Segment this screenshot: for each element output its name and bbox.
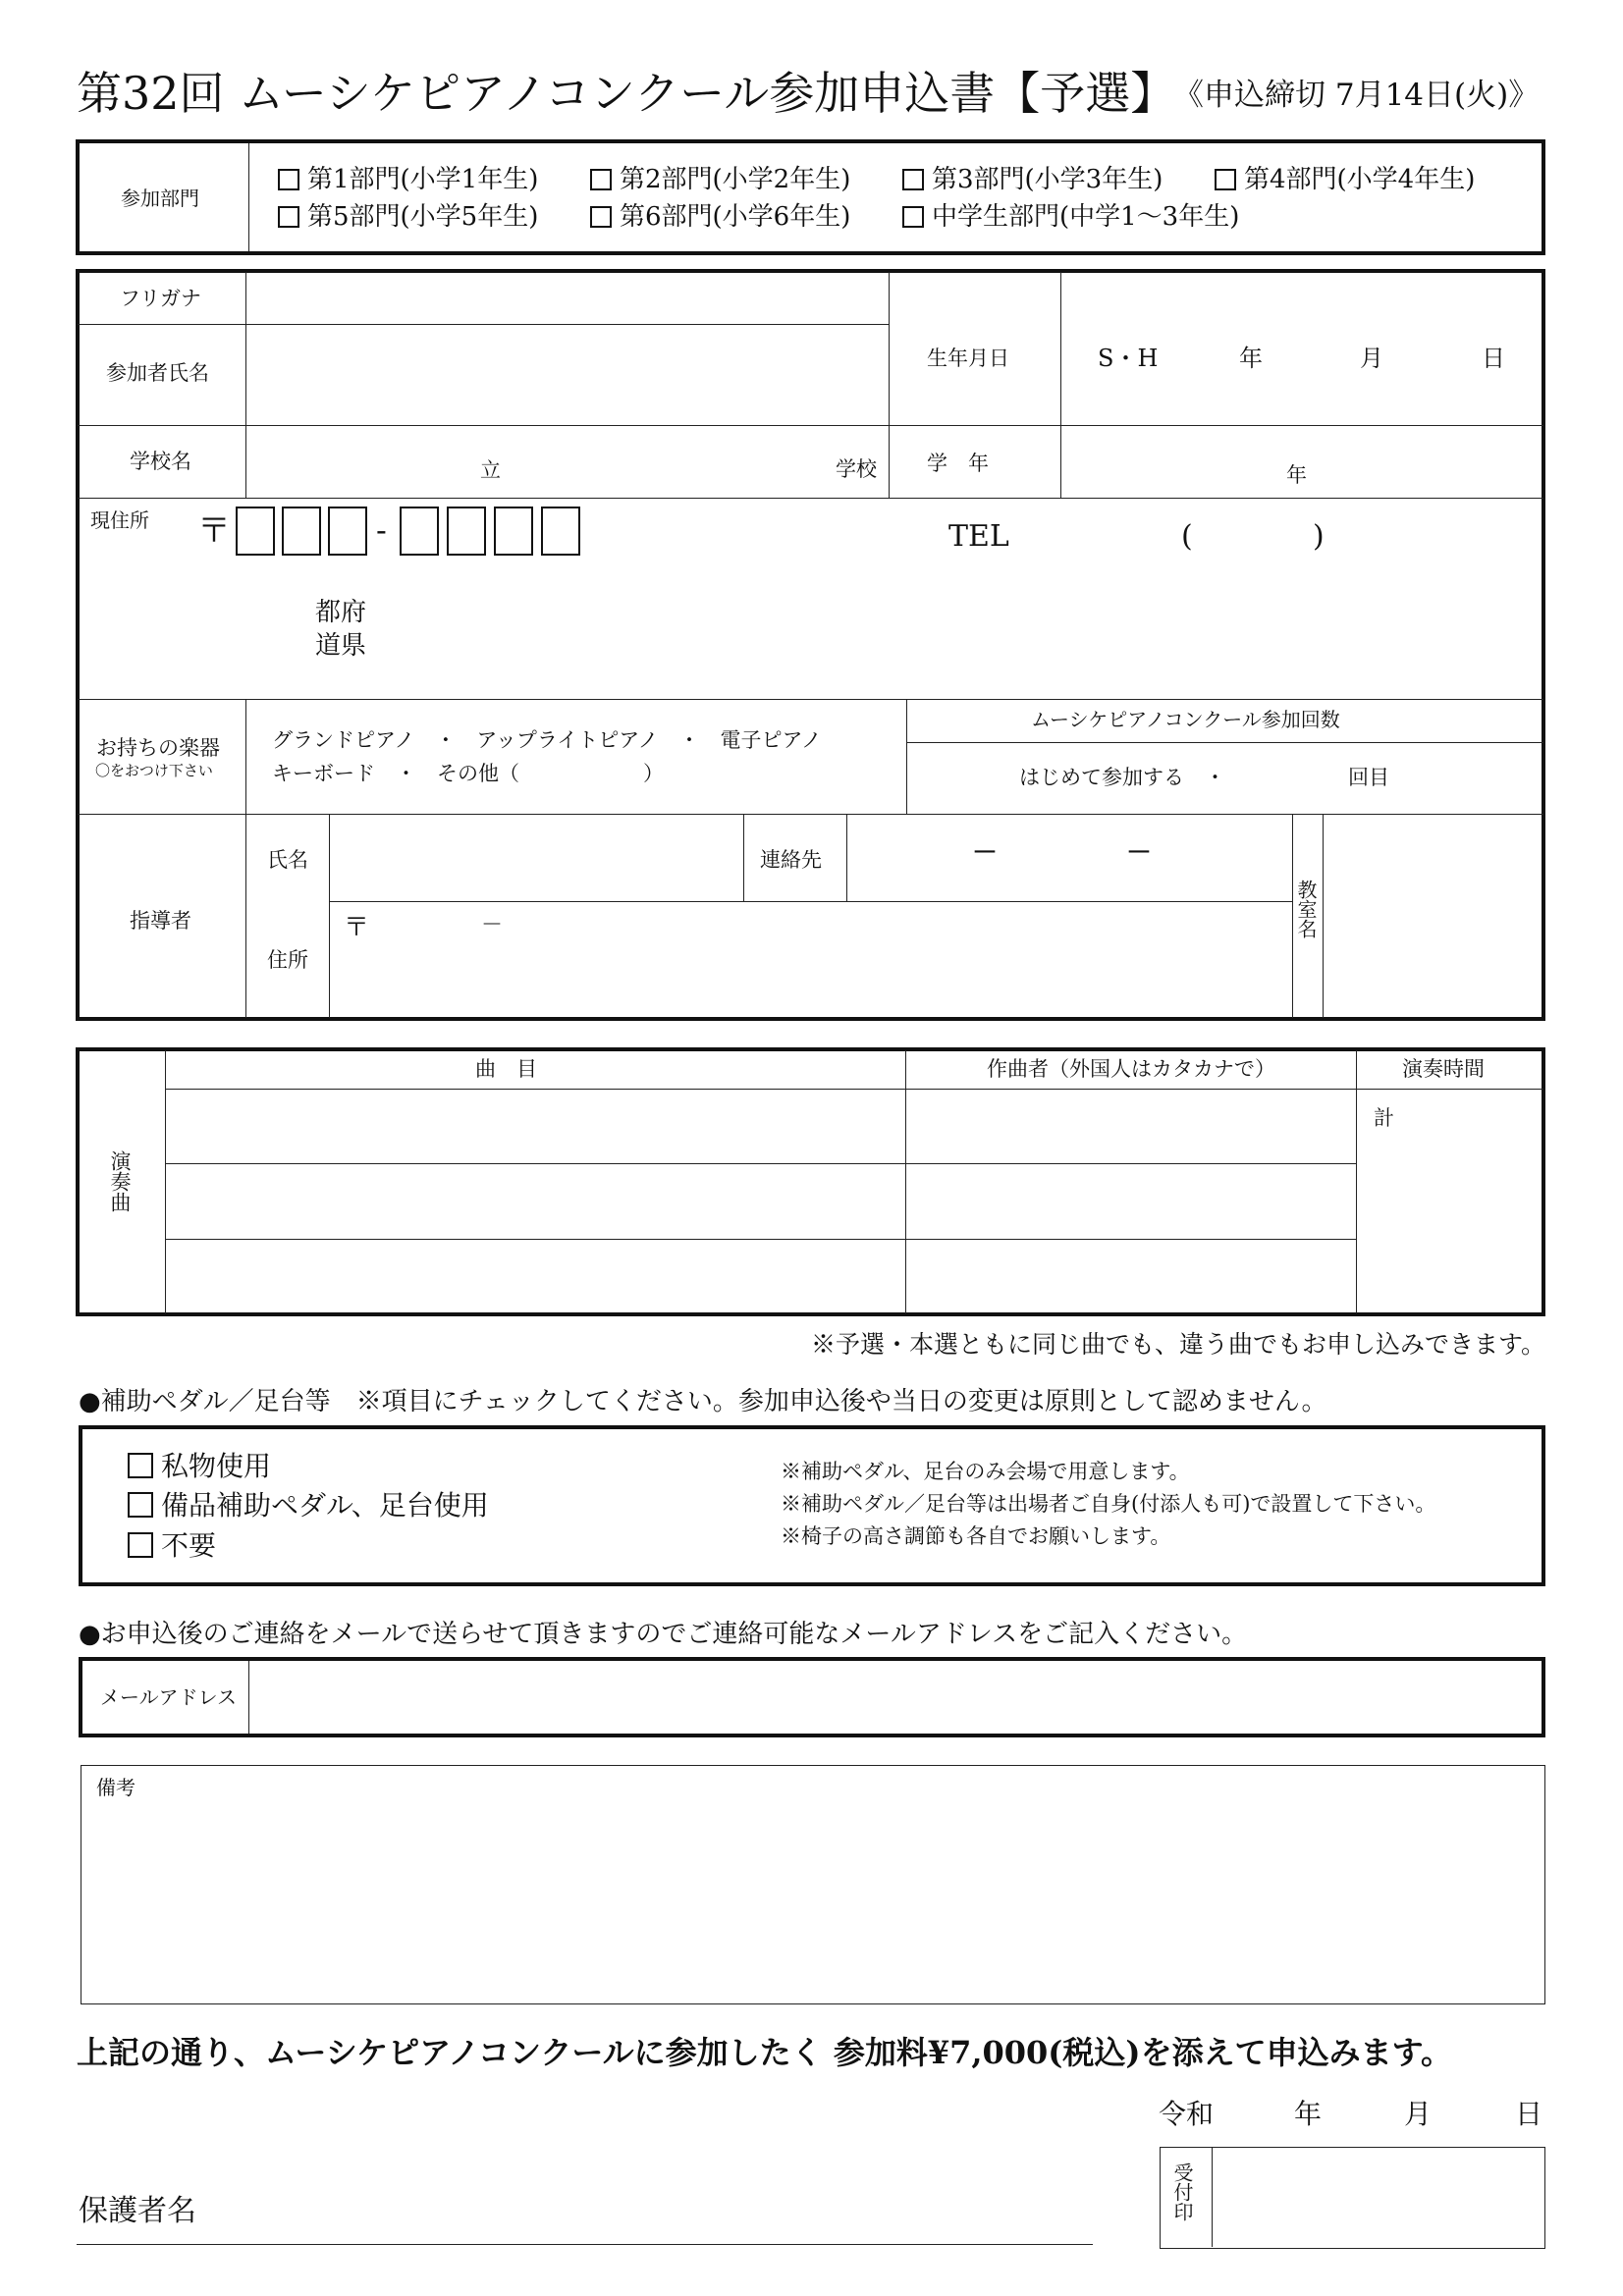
postal-digit[interactable] xyxy=(236,507,275,556)
piece-title-input[interactable] xyxy=(167,1091,903,1161)
birth-year-label: 年 xyxy=(1239,345,1263,372)
classroom-input[interactable] xyxy=(1325,816,1542,1017)
piece-composer-input[interactable] xyxy=(907,1091,1354,1161)
instrument-sublabel: 〇をおつけ下さい xyxy=(95,762,213,779)
prefecture-label: 都府 道県 xyxy=(315,598,367,661)
checkbox[interactable] xyxy=(590,169,612,190)
tel-label: TEL xyxy=(948,519,1009,554)
guardian-label: 保護者名 xyxy=(79,2194,196,2228)
classroom-label: 教室名 xyxy=(1294,880,1318,938)
birth-era: S・H xyxy=(1098,345,1159,372)
pieces-title-header: 曲 目 xyxy=(475,1057,537,1081)
teacher-name-input[interactable] xyxy=(331,816,741,900)
piece-composer-input[interactable] xyxy=(907,1241,1354,1312)
pedal-heading: ●補助ペダル／足台等 ※項目にチェックしてください。参加申込後や当日の変更は原則として認めません。 xyxy=(79,1387,1327,1416)
checkbox[interactable] xyxy=(902,169,924,190)
stamp-box xyxy=(1160,2147,1545,2249)
birth-day-label: 日 xyxy=(1482,345,1505,372)
checkbox[interactable] xyxy=(128,1492,153,1518)
teacher-contact-dash-2: － xyxy=(1126,838,1153,868)
option-label: 第5部門(小学5年生) xyxy=(307,202,539,232)
instrument-label: お持ちの楽器 xyxy=(96,736,220,760)
option-label: 不要 xyxy=(161,1529,217,1562)
option-label: 第3部門(小学3年生) xyxy=(932,165,1163,194)
pieces-time-header: 演奏時間 xyxy=(1402,1057,1485,1081)
postal-digit[interactable] xyxy=(447,507,486,556)
footer-day: 日 xyxy=(1515,2098,1543,2130)
participant-name-input[interactable] xyxy=(247,326,886,424)
option-label: 私物使用 xyxy=(161,1450,272,1482)
participation-count-suffix: 回目 xyxy=(1348,766,1389,789)
postal-digit[interactable] xyxy=(541,507,580,556)
birth-month-label: 月 xyxy=(1360,345,1383,372)
division-option-4[interactable] xyxy=(1215,167,1475,192)
piece-title-input[interactable] xyxy=(167,1165,903,1237)
division-option-6[interactable] xyxy=(590,204,850,230)
checkbox[interactable] xyxy=(590,206,612,228)
teacher-addr-dash: － xyxy=(481,913,504,937)
postal-digit[interactable] xyxy=(328,507,367,556)
checkbox[interactable] xyxy=(1215,169,1236,190)
checkbox[interactable] xyxy=(902,206,924,228)
postal-digit[interactable] xyxy=(400,507,439,556)
email-label: メールアドレス xyxy=(100,1685,237,1709)
email-heading: ●お申込後のご連絡をメールで送らせて頂きますのでご連絡可能なメールアドレスをご記入ください。 xyxy=(79,1620,1248,1649)
piece-title-input[interactable] xyxy=(167,1241,903,1312)
postal-digit[interactable] xyxy=(282,507,321,556)
furigana-label: フリガナ xyxy=(120,287,201,310)
teacher-contact-dash-1: － xyxy=(972,838,999,868)
checkbox[interactable] xyxy=(278,169,299,190)
stamp-label: 受付印 xyxy=(1170,2163,1194,2221)
division-option-1[interactable] xyxy=(278,167,538,192)
remarks-label: 備考 xyxy=(96,1776,135,1799)
pieces-total-label: 計 xyxy=(1374,1106,1394,1130)
pieces-side-label: 演奏曲 xyxy=(108,1150,132,1212)
pedal-option-1[interactable] xyxy=(128,1450,272,1482)
pedal-option-2[interactable] xyxy=(128,1489,489,1522)
school-ritsu: 立 xyxy=(480,458,501,482)
division-option-7[interactable] xyxy=(902,204,1239,230)
school-label: 学校名 xyxy=(130,450,191,473)
teacher-label: 指導者 xyxy=(130,909,191,933)
postal-dash: - xyxy=(376,511,387,549)
postal-mark: 〒 xyxy=(197,511,231,551)
deadline: 《申込締切 7月14日(火)》 xyxy=(1173,78,1540,113)
postal-digit[interactable] xyxy=(494,507,533,556)
furigana-input[interactable] xyxy=(247,272,886,323)
instrument-options-line1[interactable]: グランドピアノ ・ アップライトピアノ ・ 電子ピアノ xyxy=(272,728,822,752)
page-title: 第32回 ムーシケピアノコンクール参加申込書【予選】 xyxy=(77,67,1176,120)
grade-label: 学 年 xyxy=(927,452,989,475)
checkbox[interactable] xyxy=(278,206,299,228)
grade-suffix: 年 xyxy=(1286,463,1307,487)
footer-era: 令和 xyxy=(1159,2098,1215,2130)
division-option-2[interactable] xyxy=(590,167,850,192)
option-label: 第1部門(小学1年生) xyxy=(307,165,539,194)
pieces-composer-header: 作曲者（外国人はカタカナで） xyxy=(987,1057,1275,1081)
pedal-note-2: ※補助ペダル／足台等は出場者ご自身(付添人も可)で設置して下さい。 xyxy=(781,1492,1436,1516)
pedal-note-3: ※椅子の高さ調節も各自でお願いします。 xyxy=(781,1524,1171,1548)
division-label: 参加部門 xyxy=(121,187,199,210)
teacher-contact-label: 連絡先 xyxy=(760,848,822,872)
pedal-note-1: ※補助ペダル、足台のみ会場で用意します。 xyxy=(781,1460,1190,1483)
address-label: 現住所 xyxy=(90,508,149,532)
option-label: 中学生部門(中学1〜3年生) xyxy=(932,202,1240,232)
instrument-options-line2[interactable]: キーボード ・ その他（ ） xyxy=(272,762,664,785)
school-gakko: 学校 xyxy=(836,457,877,481)
footer-year: 年 xyxy=(1294,2098,1323,2130)
footer-statement: 上記の通り、ムーシケピアノコンクールに参加したく 参加料¥7,000(税込)を添えて申込みます。 xyxy=(77,2034,1453,2071)
option-label: 第2部門(小学2年生) xyxy=(620,165,851,194)
birth-label: 生年月日 xyxy=(927,347,1009,370)
guardian-signature-line[interactable] xyxy=(77,2244,1093,2245)
option-label: 備品補助ペダル、足台使用 xyxy=(161,1489,489,1522)
option-label: 第6部門(小学6年生) xyxy=(620,202,851,232)
footer-month: 月 xyxy=(1404,2098,1433,2130)
division-option-3[interactable] xyxy=(902,167,1163,192)
pedal-option-3[interactable] xyxy=(128,1529,217,1562)
participant-name-label: 参加者氏名 xyxy=(106,361,209,385)
email-input[interactable] xyxy=(249,1661,1542,1734)
checkbox[interactable] xyxy=(128,1532,153,1558)
teacher-address-label: 住所 xyxy=(267,948,308,972)
pieces-note: ※予選・本選ともに同じ曲でも、違う曲でもお申し込みできます。 xyxy=(811,1330,1546,1359)
participation-count-label: ムーシケピアノコンクール参加回数 xyxy=(1031,708,1340,731)
remarks-box[interactable] xyxy=(81,1765,1545,2004)
checkbox[interactable] xyxy=(128,1453,153,1478)
piece-composer-input[interactable] xyxy=(907,1165,1354,1237)
tel-paren-open: ( xyxy=(1181,519,1193,554)
teacher-name-label: 氏名 xyxy=(267,848,308,872)
option-label: 第4部門(小学4年生) xyxy=(1244,165,1476,194)
division-option-5[interactable] xyxy=(278,204,538,230)
participation-count-options[interactable]: はじめて参加する ・ xyxy=(1019,766,1225,789)
teacher-postal-mark: 〒 xyxy=(344,913,370,942)
tel-paren-close: ) xyxy=(1313,519,1325,554)
division-section xyxy=(76,139,1545,255)
